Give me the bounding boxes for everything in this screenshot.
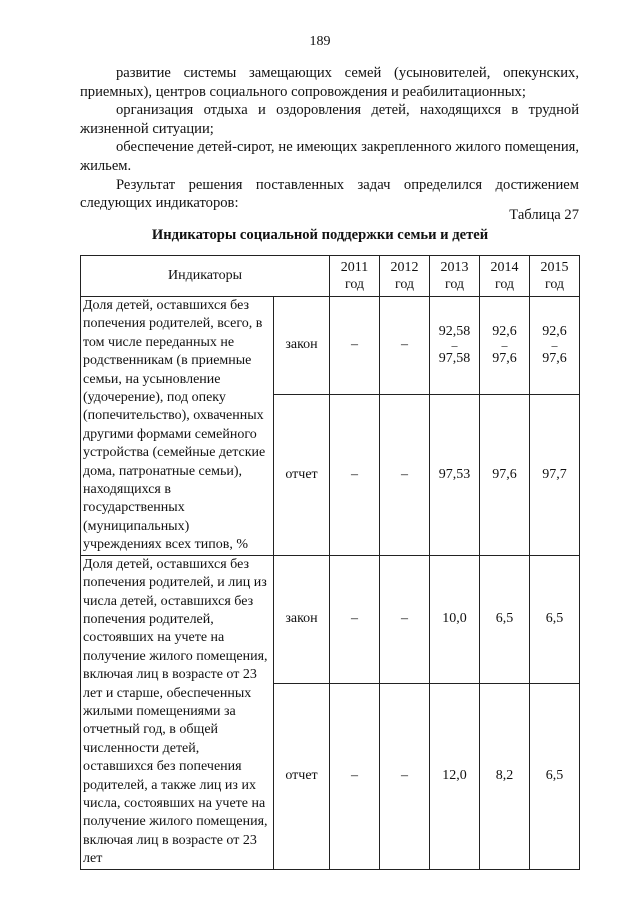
row-kind: закон — [274, 297, 330, 395]
table-header-row — [81, 256, 580, 297]
range-from: 92,58 — [438, 324, 471, 340]
table-cell: 97,6 — [480, 394, 530, 555]
table-cell: 97,53 — [430, 394, 480, 555]
range-to: 97,6 — [542, 351, 567, 367]
range-separator: – — [501, 338, 508, 353]
table-cell: 6,5 — [530, 555, 580, 683]
table-cell: – — [330, 683, 380, 869]
table-cell: – — [330, 555, 380, 683]
table-cell: 10,0 — [430, 555, 480, 683]
table-row — [81, 555, 580, 683]
indicator-description: Доля детей, оставшихся без попечения родителей, и лиц из числа детей, оставшихся без попечения родителей, состоявших на учете на получение жилого помещения, включая лиц в возрасте от 23 лет и старше, обеспеченных жилыми помещениями за отчетный год, в общей численности детей, оставшихся без попечения родителей, а также лиц из их числа, состоявших на учете на получение жилого помещения, включая лиц в возрасте от 23 лет — [81, 555, 274, 869]
indicators-table — [80, 255, 580, 870]
table-cell: – — [380, 683, 430, 869]
table-cell — [480, 297, 530, 395]
paragraph: развитие системы замещающих семей (усыновителей, опекунских, приемных), центров социального сопровождения и реабилитационных; — [80, 65, 579, 100]
header-indicators: Индикаторы — [81, 256, 330, 297]
range-to: 97,58 — [438, 351, 471, 367]
table-cell: – — [330, 297, 380, 395]
header-year: 2012 год — [380, 256, 430, 297]
row-kind: закон — [274, 555, 330, 683]
header-year: 2015 год — [530, 256, 580, 297]
table-cell: – — [330, 394, 380, 555]
range-from: 92,6 — [492, 324, 517, 340]
range-from: 92,6 — [542, 324, 567, 340]
table-cell — [530, 297, 580, 395]
table-cell: 12,0 — [430, 683, 480, 869]
row-kind: отчет — [274, 394, 330, 555]
header-year: 2011 год — [330, 256, 380, 297]
header-year: 2014 год — [480, 256, 530, 297]
table-caption: Таблица 27 — [509, 207, 579, 223]
paragraph: организация отдыха и оздоровления детей, находящихся в трудной жизненной ситуации; — [80, 102, 579, 137]
range-to: 97,6 — [492, 351, 517, 367]
page-number: 189 — [309, 34, 331, 49]
body-text — [80, 64, 579, 213]
table-cell — [430, 297, 480, 395]
range-separator: – — [551, 338, 558, 353]
table-cell: – — [380, 555, 430, 683]
range-separator: – — [451, 338, 458, 353]
table-cell: 6,5 — [530, 683, 580, 869]
table-row — [81, 297, 580, 395]
indicator-description: Доля детей, оставшихся без попечения родителей, всего, в том числе переданных не родственникам (в приемные семьи, на усыновление (удочерение), под опеку (попечительство), охваченных другими формами семейного устройства (семейные детские дома, патронатные семьи), находящихся в государственных (муниципальных) учреждениях всех типов, % — [81, 297, 274, 556]
paragraph: Результат решения поставленных задач определился достижением следующих индикаторов: — [80, 176, 579, 212]
row-kind: отчет — [274, 683, 330, 869]
table-cell: 97,7 — [530, 394, 580, 555]
table-cell: 8,2 — [480, 683, 530, 869]
table-cell: – — [380, 394, 430, 555]
table-cell: 6,5 — [480, 555, 530, 683]
table-cell: – — [380, 297, 430, 395]
paragraph: обеспечение детей-сирот, не имеющих закрепленного жилого помещения, жильем. — [80, 139, 579, 174]
table-title: Индикаторы социальной поддержки семьи и детей — [151, 227, 489, 243]
header-year: 2013 год — [430, 256, 480, 297]
